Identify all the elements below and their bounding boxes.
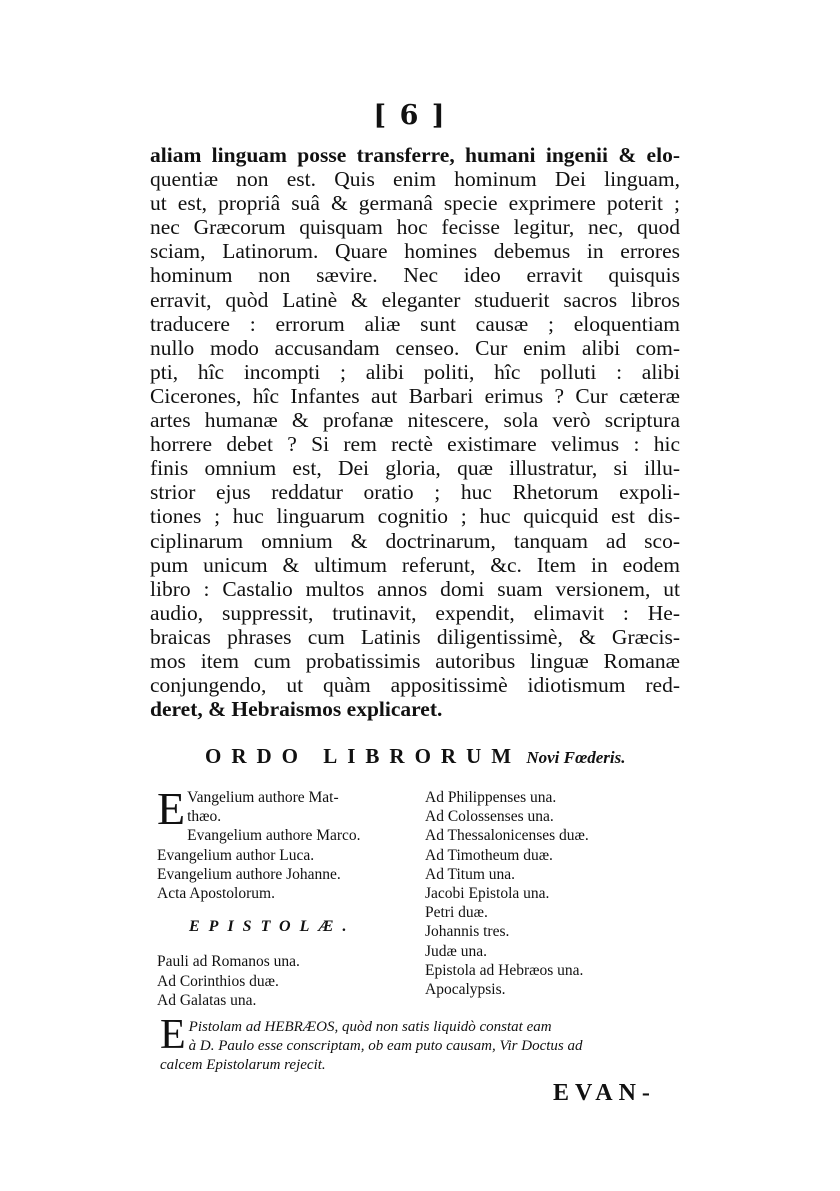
body-line: hominum non sævire. Nec ideo erravit quisquis [150, 263, 680, 288]
drop-cap: E [160, 1012, 186, 1058]
body-line: mos item cum probatissimis autoribus linguæ Romanæ [150, 648, 680, 673]
catchword: EVAN- [553, 1080, 656, 1106]
note-line: à D. Paulo esse conscriptam, ob eam puto causam, Vir Doctus ad [188, 1038, 583, 1054]
epistolae-heading: EPISTOLÆ. [189, 918, 356, 936]
body-line: nec Græcorum quisquam hoc fecisse legitur, nec, quod [150, 215, 680, 240]
list-item: Vangelium authore Mat- [187, 789, 339, 806]
list-item: Acta Apostolorum. [157, 884, 275, 902]
list-item: Jacobi Epistola una. [425, 884, 550, 902]
body-line: tiones ; huc linguarum cognitio ; huc quicquid est dis- [150, 504, 680, 529]
list-item: thæo. [187, 808, 222, 826]
list-item: Evangelium authore Marco. [187, 827, 361, 845]
body-line: conjungendo, ut quàm appositissimè idiotismum red- [150, 673, 680, 698]
body-text [150, 143, 680, 721]
list-item: Petri duæ. [425, 904, 488, 922]
body-line: traducere : errorum aliæ sunt causæ ; eloquentiam [150, 311, 680, 336]
body-line: artes humanæ & profanæ nitescere, sola verò scriptura [150, 408, 680, 433]
body-line: ciplinarum omnium & doctrinarum, tanquam ad sco- [150, 528, 680, 553]
footnote [160, 1012, 680, 1075]
note-line: Pistolam ad HEBRÆOS, quòd non satis liquidò constat eam [188, 1019, 552, 1035]
body-line: Cicerones, hîc Infantes aut Barbari erimus ? Cur cæteræ [150, 383, 680, 408]
right-column [425, 788, 665, 999]
body-line: pum unicum & ultimum referunt, &c. Item in eodem [150, 552, 680, 577]
page-number: [ 6 ] [373, 100, 447, 131]
body-line: ut est, propriâ suâ & germanâ specie exprimere poterit ; [150, 191, 680, 216]
body-line: braicas phrases cum Latinis diligentissimè, & Græcis- [150, 624, 680, 649]
body-line: audio, suppressit, trutinavit, expendit, elimavit : He- [150, 600, 680, 625]
list-item: Ad Titum una. [425, 865, 516, 883]
list-item: Judæ una. [425, 942, 487, 960]
list-item: Ad Galatas una. [157, 991, 257, 1009]
body-line: horrere debet ? Si rem rectè existimare velimus : hic [150, 432, 680, 457]
body-line: deret, & Hebraismos explicaret. [150, 697, 443, 722]
list-item: Ad Corinthios duæ. [157, 972, 279, 990]
heading-sub: Novi Fœderis. [526, 748, 626, 767]
list-item: Ad Philippenses una. [425, 789, 557, 806]
body-line: sciam, Latinorum. Quare homines debemus in errores [150, 239, 680, 264]
section-heading [205, 744, 675, 769]
body-line: nullo modo accusandam censeo. Cur enim alibi com- [150, 335, 680, 360]
list-item: Epistola ad Hebræos una. [425, 961, 584, 979]
list-item: Ad Thessalonicenses duæ. [425, 827, 589, 845]
list-item: Evangelium authore Johanne. [157, 865, 341, 883]
list-item: Apocalypsis. [425, 980, 506, 998]
list-item: Johannis tres. [425, 923, 510, 941]
list-item: Ad Colossenses una. [425, 808, 554, 826]
body-line: finis omnium est, Dei gloria, quæ illustratur, si illu- [150, 456, 680, 481]
list-item: Pauli ad Romanos una. [157, 953, 300, 971]
body-line: aliam linguam posse transferre, humani ingenii & elo- [150, 143, 680, 167]
body-line: pti, hîc incompti ; alibi politi, hîc polluti : alibi [150, 359, 680, 384]
list-item: Evangelium author Luca. [157, 846, 315, 864]
body-line: strior ejus reddatur oratio ; huc Rhetorum expoli- [150, 480, 680, 505]
list-item: Ad Timotheum duæ. [425, 846, 553, 864]
heading-main: ORDO LIBRORUM [205, 744, 522, 768]
note-line: calcem Epistolarum rejecit. [160, 1057, 326, 1073]
left-column [157, 783, 397, 1010]
drop-cap: E [157, 783, 186, 834]
body-line: quentiæ non est. Quis enim hominum Dei linguam, [150, 167, 680, 192]
body-line: libro : Castalio multos annos domi suam versionem, ut [150, 576, 680, 601]
body-line: erravit, quòd Latinè & eleganter studuerit sacros libros [150, 287, 680, 312]
